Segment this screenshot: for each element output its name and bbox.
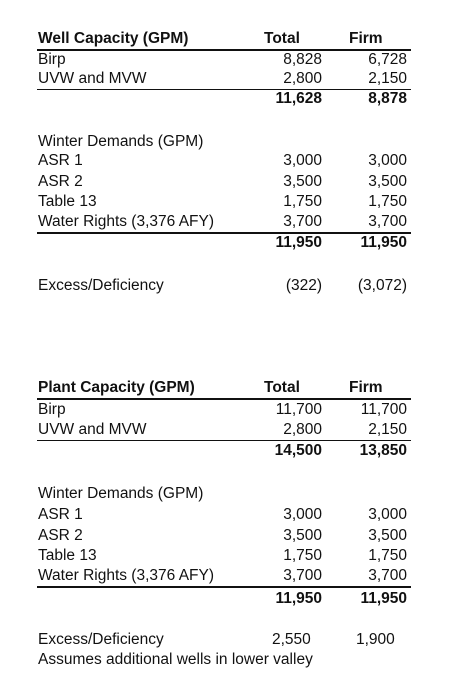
well-demand-label: Water Rights (3,376 AFY)	[38, 213, 215, 230]
plant-row-label: Birp	[38, 401, 66, 418]
plant-note: Assumes additional wells in lower valley	[38, 651, 313, 668]
well-row-label: Birp	[38, 51, 66, 68]
well-demand-firm: 1,750	[368, 193, 407, 210]
plant-demand-label: ASR 1	[38, 506, 83, 523]
plant-excess-firm: 1,900	[356, 631, 395, 648]
plant-col-total: Total	[264, 379, 300, 396]
well-excess-label: Excess/Deficiency	[38, 277, 164, 294]
well-row-label: UVW and MVW	[38, 70, 147, 87]
plant-title: Plant Capacity (GPM)	[38, 379, 195, 396]
well-demands-sum-total: 11,950	[275, 234, 322, 251]
plant-sum-firm: 13,850	[359, 442, 407, 459]
plant-demands-title: Winter Demands (GPM)	[38, 485, 204, 502]
well-demands-sum-firm: 11,950	[360, 234, 407, 251]
plant-demand-firm: 3,000	[368, 506, 407, 523]
plant-demand-firm: 3,500	[368, 527, 407, 544]
well-col-firm: Firm	[349, 30, 383, 47]
plant-header-rule	[37, 398, 411, 400]
well-row-firm: 2,150	[368, 70, 407, 87]
well-demand-total: 3,500	[283, 173, 322, 190]
plant-demand-label: ASR 2	[38, 527, 83, 544]
well-demand-total: 1,750	[283, 193, 322, 210]
well-row-total: 2,800	[283, 70, 322, 87]
plant-row-total: 11,700	[275, 401, 322, 418]
plant-demand-total: 3,000	[283, 506, 322, 523]
plant-demand-total: 3,500	[283, 527, 322, 544]
well-demand-firm: 3,000	[368, 152, 407, 169]
well-sum-total: 11,628	[275, 90, 322, 107]
well-sum-firm: 8,878	[368, 90, 407, 107]
plant-demand-firm: 3,700	[368, 567, 407, 584]
plant-demand-total: 3,700	[283, 567, 322, 584]
plant-demand-label: Water Rights (3,376 AFY)	[38, 567, 215, 584]
plant-sum-total: 14,500	[274, 442, 322, 459]
plant-demands-sum-firm: 11,950	[360, 590, 407, 607]
well-demand-label: ASR 1	[38, 152, 83, 169]
well-row-total: 8,828	[283, 51, 322, 68]
plant-row-total: 2,800	[283, 421, 322, 438]
plant-row-firm: 2,150	[368, 421, 407, 438]
well-col-total: Total	[264, 30, 300, 47]
plant-demands-rule	[37, 586, 411, 588]
well-demand-label: ASR 2	[38, 173, 83, 190]
well-excess-firm: (3,072)	[357, 277, 407, 294]
well-demand-firm: 3,500	[368, 173, 407, 190]
well-demand-total: 3,000	[283, 152, 322, 169]
well-row-firm: 6,728	[368, 51, 407, 68]
well-excess-total: (322)	[285, 277, 322, 294]
plant-excess-label: Excess/Deficiency	[38, 631, 164, 648]
plant-demand-total: 1,750	[283, 547, 322, 564]
plant-col-firm: Firm	[349, 379, 383, 396]
well-title: Well Capacity (GPM)	[38, 30, 189, 47]
plant-sum-rule	[37, 440, 411, 441]
plant-row-firm: 11,700	[360, 401, 407, 418]
well-demands-title: Winter Demands (GPM)	[38, 133, 204, 150]
plant-demand-firm: 1,750	[368, 547, 407, 564]
well-demand-firm: 3,700	[368, 213, 407, 230]
plant-demand-label: Table 13	[38, 547, 97, 564]
well-demand-label: Table 13	[38, 193, 97, 210]
well-demand-total: 3,700	[283, 213, 322, 230]
plant-row-label: UVW and MVW	[38, 421, 147, 438]
plant-excess-total: 2,550	[272, 631, 311, 648]
plant-demands-sum-total: 11,950	[275, 590, 322, 607]
